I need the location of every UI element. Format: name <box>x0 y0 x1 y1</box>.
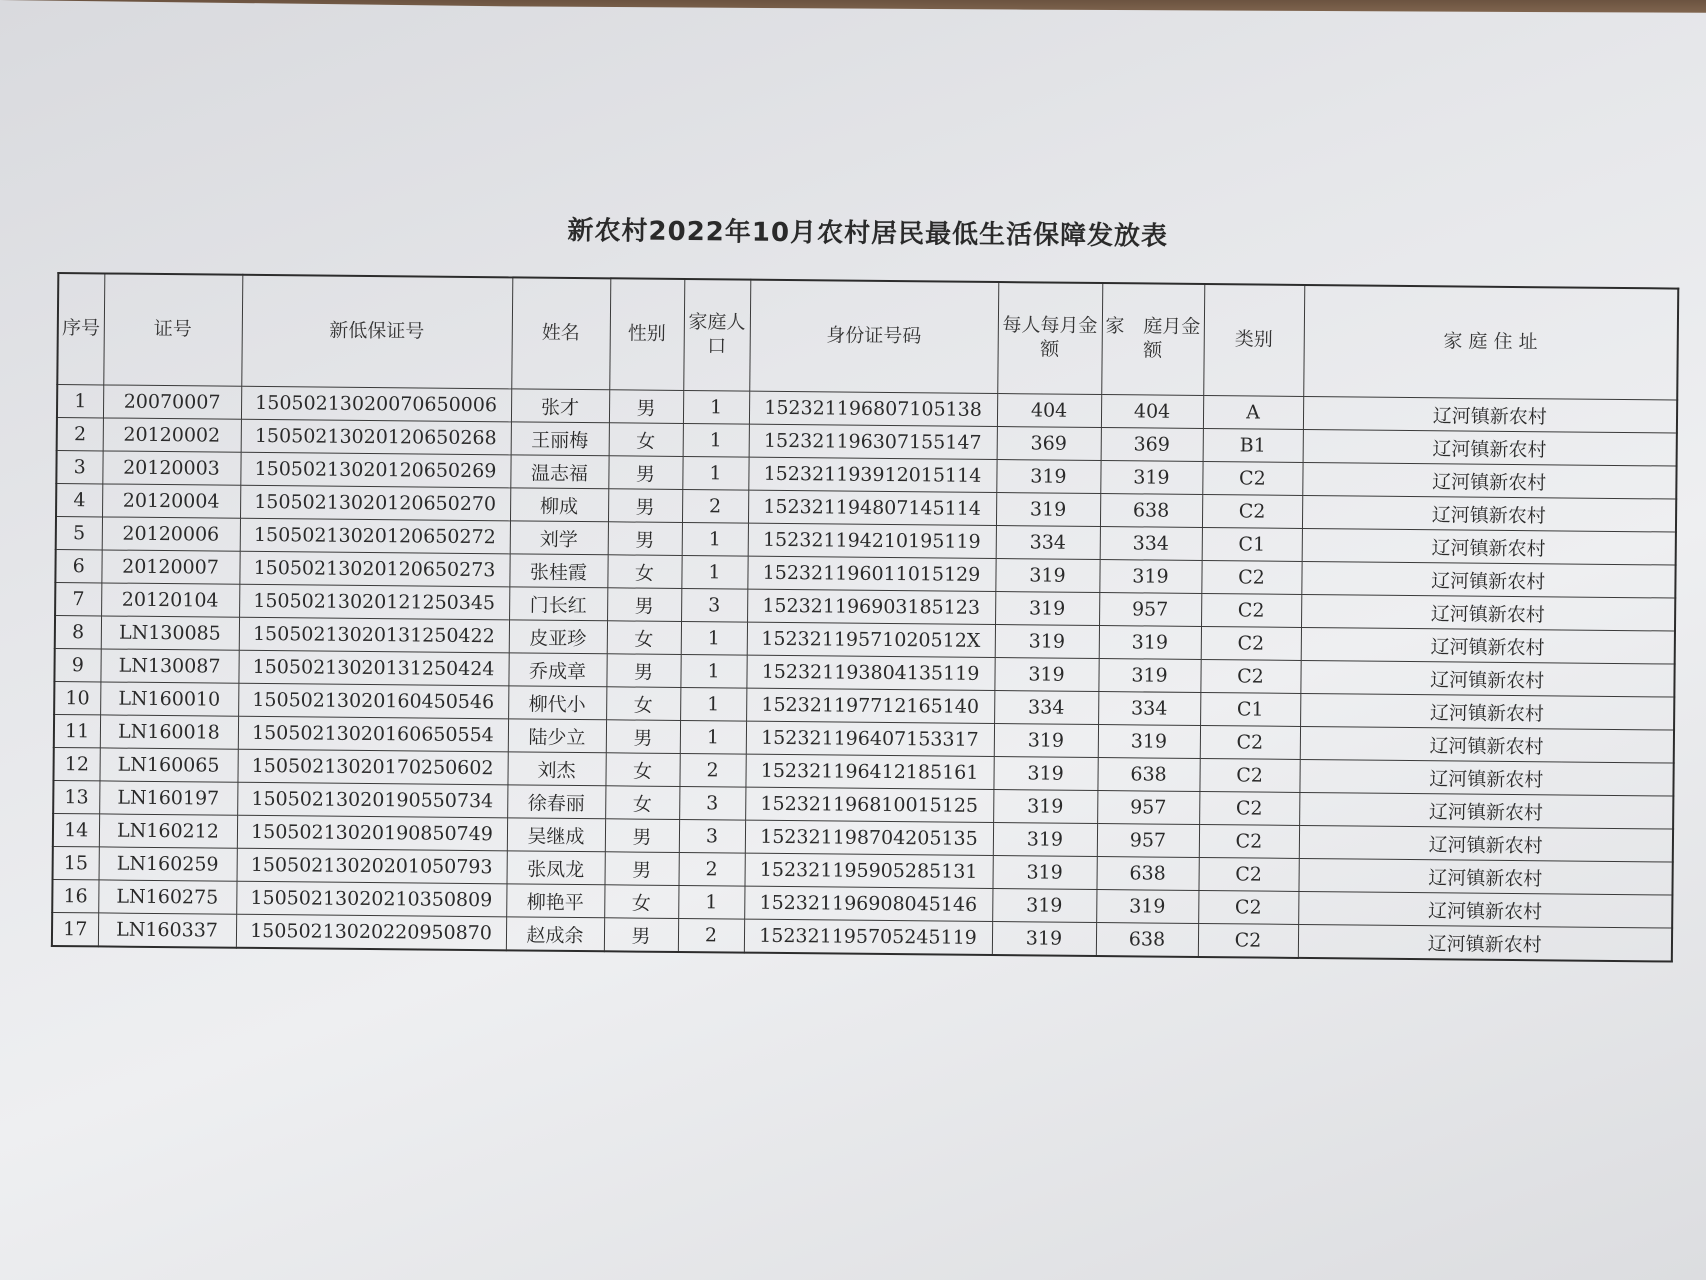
cell-name: 徐春丽 <box>507 785 605 819</box>
cell-new-cert-no: 15050213020120650269 <box>240 452 510 488</box>
cell-name: 门长红 <box>509 587 607 621</box>
cell-id-no: 152321194807145114 <box>748 490 996 525</box>
cell-gender: 男 <box>608 522 682 556</box>
cell-seq: 9 <box>54 648 100 681</box>
cell-family-size: 1 <box>680 687 746 721</box>
cell-seq: 6 <box>55 549 101 582</box>
cell-address: 辽河镇新农村 <box>1298 924 1672 961</box>
cell-name: 柳代小 <box>508 686 606 720</box>
cell-category: C1 <box>1200 692 1300 726</box>
cell-name: 张桂霞 <box>509 554 607 588</box>
cell-cert-no: LN160065 <box>99 748 237 782</box>
cell-category: C2 <box>1200 659 1300 693</box>
cell-id-no: 152321194210195119 <box>748 523 996 558</box>
cell-new-cert-no: 15050213020070650006 <box>241 386 511 422</box>
cell-category: C2 <box>1202 461 1302 495</box>
cell-family-month: 957 <box>1097 791 1199 825</box>
cell-address: 辽河镇新农村 <box>1301 561 1675 598</box>
cell-category: C2 <box>1202 494 1302 528</box>
cell-address: 辽河镇新农村 <box>1299 759 1673 796</box>
cell-address: 辽河镇新农村 <box>1303 429 1677 466</box>
cell-gender: 男 <box>604 918 678 952</box>
cell-family-size: 3 <box>681 589 747 623</box>
cell-address: 辽河镇新农村 <box>1300 693 1674 730</box>
cell-name: 张才 <box>511 389 609 423</box>
cell-seq: 15 <box>53 846 99 879</box>
cell-family-size: 1 <box>681 556 747 590</box>
cell-address: 辽河镇新农村 <box>1298 891 1672 928</box>
cell-family-month: 319 <box>1098 725 1200 759</box>
cell-cert-no: LN160275 <box>98 880 236 914</box>
cell-per-person: 319 <box>992 922 1096 956</box>
cell-category: C2 <box>1198 923 1298 957</box>
cell-cert-no: 20120002 <box>103 418 241 452</box>
cell-new-cert-no: 15050213020121250345 <box>239 584 509 620</box>
cell-family-month: 334 <box>1100 527 1202 561</box>
header-name: 姓名 <box>511 277 610 389</box>
cell-id-no: 152321196810015125 <box>745 787 993 822</box>
cell-gender: 女 <box>605 786 679 820</box>
cell-address: 辽河镇新农村 <box>1302 462 1676 499</box>
cell-cert-no: LN160010 <box>100 682 238 716</box>
cell-gender: 男 <box>609 390 683 424</box>
cell-family-month: 319 <box>1100 461 1202 495</box>
cell-family-month: 638 <box>1096 857 1198 891</box>
cell-address: 辽河镇新农村 <box>1302 495 1676 532</box>
cell-per-person: 319 <box>992 889 1096 923</box>
header-id-no: 身份证号码 <box>749 280 998 394</box>
cell-cert-no: LN130085 <box>101 616 239 650</box>
cell-per-person: 334 <box>994 691 1098 725</box>
header-gender: 性别 <box>609 278 684 390</box>
cell-cert-no: LN130087 <box>100 649 238 683</box>
cell-new-cert-no: 15050213020210350809 <box>236 881 506 917</box>
cell-per-person: 319 <box>994 658 1098 692</box>
cell-gender: 女 <box>604 885 678 919</box>
cell-new-cert-no: 15050213020220950870 <box>236 914 506 950</box>
cell-name: 刘杰 <box>507 752 605 786</box>
cell-family-size: 3 <box>679 819 745 853</box>
cell-id-no: 152321197712165140 <box>746 688 994 723</box>
cell-family-month: 319 <box>1099 560 1201 594</box>
header-family-month: 家 庭月金额 <box>1101 283 1204 395</box>
cell-id-no: 152321196307155147 <box>749 424 997 459</box>
cell-seq: 2 <box>57 417 103 450</box>
cell-per-person: 334 <box>996 526 1100 560</box>
header-address: 家 庭 住 址 <box>1303 285 1678 400</box>
cell-family-month: 369 <box>1101 428 1203 462</box>
cell-name: 刘学 <box>510 521 608 555</box>
cell-address: 辽河镇新农村 <box>1300 726 1674 763</box>
document-title: 新农村2022年10月农村居民最低生活保障发放表 <box>567 215 1169 252</box>
cell-id-no: 152321196903185123 <box>747 589 995 624</box>
cell-category: B1 <box>1203 429 1303 463</box>
cell-family-month: 319 <box>1098 659 1200 693</box>
header-new-cert-no: 新低保证号 <box>241 275 512 389</box>
cell-name: 乔成章 <box>508 653 606 687</box>
cell-new-cert-no: 15050213020190850749 <box>237 815 507 851</box>
cell-gender: 女 <box>609 423 683 457</box>
cell-per-person: 319 <box>996 493 1100 527</box>
cell-family-month: 638 <box>1096 922 1198 956</box>
cell-category: C2 <box>1199 758 1299 792</box>
cell-seq: 5 <box>56 516 102 549</box>
cell-id-no: 152321196807105138 <box>749 391 997 426</box>
cell-gender: 男 <box>605 819 679 853</box>
cell-address: 辽河镇新农村 <box>1300 660 1674 697</box>
cell-id-no: 15232119571020512X <box>747 622 995 657</box>
cell-family-month: 404 <box>1101 395 1203 429</box>
table-body <box>52 385 1677 962</box>
cell-category: C2 <box>1201 560 1301 594</box>
cell-seq: 1 <box>57 385 103 418</box>
cell-per-person: 369 <box>997 427 1101 461</box>
cell-seq: 11 <box>54 714 100 747</box>
cell-cert-no: 20120004 <box>102 484 240 518</box>
cell-per-person: 319 <box>995 625 1099 659</box>
cell-family-month: 334 <box>1098 692 1200 726</box>
cell-per-person: 319 <box>993 757 1097 791</box>
cell-gender: 男 <box>604 852 678 886</box>
cell-cert-no: LN160337 <box>98 913 236 948</box>
cell-family-size: 1 <box>680 654 746 688</box>
cell-gender: 男 <box>607 588 681 622</box>
cell-address: 辽河镇新农村 <box>1301 627 1675 664</box>
cell-address: 辽河镇新农村 <box>1299 792 1673 829</box>
cell-cert-no: 20070007 <box>103 385 241 419</box>
cell-per-person: 319 <box>995 559 1099 593</box>
cell-gender: 男 <box>608 456 682 490</box>
cell-gender: 女 <box>607 621 681 655</box>
cell-id-no: 152321196908045146 <box>744 886 992 921</box>
cell-family-size: 2 <box>682 490 748 524</box>
cell-per-person: 319 <box>993 790 1097 824</box>
cell-category: C2 <box>1199 791 1299 825</box>
cell-seq: 17 <box>52 912 98 946</box>
cell-family-month: 319 <box>1096 890 1198 924</box>
cell-seq: 7 <box>55 582 101 615</box>
cell-new-cert-no: 15050213020120650273 <box>239 551 509 587</box>
cell-new-cert-no: 15050213020131250424 <box>238 650 508 686</box>
cell-family-size: 2 <box>679 753 745 787</box>
cell-cert-no: LN160197 <box>99 781 237 815</box>
cell-family-size: 1 <box>681 621 747 655</box>
cell-category: C2 <box>1199 824 1299 858</box>
cell-new-cert-no: 15050213020190550734 <box>237 782 507 818</box>
cell-per-person: 319 <box>993 823 1097 857</box>
cell-name: 张凤龙 <box>507 851 605 885</box>
cell-name: 赵成余 <box>506 917 604 951</box>
cell-family-size: 1 <box>683 391 749 425</box>
cell-gender: 男 <box>608 489 682 523</box>
cell-new-cert-no: 15050213020120650270 <box>240 485 510 521</box>
cell-family-month: 957 <box>1097 824 1199 858</box>
cell-per-person: 404 <box>997 394 1101 428</box>
cell-family-month: 957 <box>1099 593 1201 627</box>
header-per-person: 每人每月金额 <box>997 282 1102 394</box>
cell-seq: 8 <box>55 615 101 648</box>
cell-id-no: 152321198704205135 <box>745 820 993 855</box>
cell-family-size: 1 <box>683 424 749 458</box>
cell-address: 辽河镇新农村 <box>1298 858 1672 895</box>
cell-seq: 16 <box>52 879 98 912</box>
cell-cert-no: 20120003 <box>102 451 240 485</box>
cell-id-no: 152321196407153317 <box>746 721 994 756</box>
cell-family-month: 638 <box>1100 494 1202 528</box>
cell-name: 温志福 <box>510 455 608 489</box>
allowance-table <box>51 272 1679 963</box>
header-cert-no: 证号 <box>103 273 242 386</box>
cell-cert-no: LN160212 <box>99 814 237 848</box>
cell-family-size: 1 <box>680 720 746 754</box>
header-category: 类别 <box>1203 284 1304 396</box>
cell-seq: 14 <box>53 813 99 846</box>
document-sheet <box>51 205 1678 963</box>
cell-name: 柳成 <box>510 488 608 522</box>
cell-gender: 女 <box>606 687 680 721</box>
cell-family-size: 1 <box>682 457 748 491</box>
cell-seq: 4 <box>56 483 102 516</box>
cell-category: C2 <box>1201 593 1301 627</box>
cell-name: 王丽梅 <box>511 422 609 456</box>
cell-family-month: 319 <box>1099 626 1201 660</box>
cell-family-size: 2 <box>678 852 744 886</box>
cell-id-no: 152321193804135119 <box>746 655 994 690</box>
cell-gender: 女 <box>607 555 681 589</box>
cell-seq: 13 <box>53 780 99 813</box>
cell-address: 辽河镇新农村 <box>1303 396 1677 433</box>
cell-new-cert-no: 15050213020201050793 <box>237 848 507 884</box>
cell-family-size: 1 <box>682 523 748 557</box>
cell-new-cert-no: 15050213020131250422 <box>239 617 509 653</box>
cell-id-no: 152321193912015114 <box>748 457 996 492</box>
cell-address: 辽河镇新农村 <box>1299 825 1673 862</box>
cell-family-month: 638 <box>1097 758 1199 792</box>
cell-new-cert-no: 15050213020120650272 <box>240 518 510 554</box>
cell-gender: 女 <box>605 753 679 787</box>
cell-category: C2 <box>1201 626 1301 660</box>
cell-gender: 男 <box>606 654 680 688</box>
cell-per-person: 319 <box>992 856 1096 890</box>
cell-family-size: 2 <box>678 918 744 952</box>
header-seq: 序号 <box>57 273 104 385</box>
cell-category: C1 <box>1202 527 1302 561</box>
cell-new-cert-no: 15050213020120650268 <box>241 419 511 455</box>
cell-cert-no: 20120104 <box>101 583 239 617</box>
cell-new-cert-no: 15050213020160450546 <box>238 683 508 719</box>
table-header-row <box>57 273 1678 400</box>
header-family-size: 家庭人口 <box>683 279 750 391</box>
cell-seq: 10 <box>54 681 100 714</box>
cell-seq: 12 <box>53 747 99 780</box>
cell-address: 辽河镇新农村 <box>1302 528 1676 565</box>
cell-name: 吴继成 <box>507 818 605 852</box>
cell-seq: 3 <box>56 450 102 483</box>
cell-id-no: 152321196011015129 <box>747 556 995 591</box>
cell-per-person: 319 <box>996 460 1100 494</box>
cell-family-size: 3 <box>679 786 745 820</box>
cell-id-no: 152321195905285131 <box>744 853 992 888</box>
cell-per-person: 319 <box>994 724 1098 758</box>
cell-name: 皮亚珍 <box>509 620 607 654</box>
table-edge-background <box>0 0 1706 32</box>
cell-cert-no: 20120006 <box>102 517 240 551</box>
cell-name: 陆少立 <box>508 719 606 753</box>
cell-new-cert-no: 15050213020170250602 <box>237 749 507 785</box>
cell-per-person: 319 <box>995 592 1099 626</box>
cell-gender: 男 <box>606 720 680 754</box>
cell-id-no: 152321195705245119 <box>744 919 992 955</box>
cell-category: C2 <box>1200 725 1300 759</box>
cell-cert-no: LN160259 <box>99 847 237 881</box>
cell-cert-no: 20120007 <box>101 550 239 584</box>
cell-family-size: 1 <box>678 885 744 919</box>
cell-category: C2 <box>1198 890 1298 924</box>
cell-address: 辽河镇新农村 <box>1301 594 1675 631</box>
cell-name: 柳艳平 <box>506 884 604 918</box>
cell-new-cert-no: 15050213020160650554 <box>238 716 508 752</box>
cell-id-no: 152321196412185161 <box>745 754 993 789</box>
cell-category: A <box>1203 396 1303 430</box>
cell-category: C2 <box>1198 857 1298 891</box>
cell-cert-no: LN160018 <box>100 715 238 749</box>
